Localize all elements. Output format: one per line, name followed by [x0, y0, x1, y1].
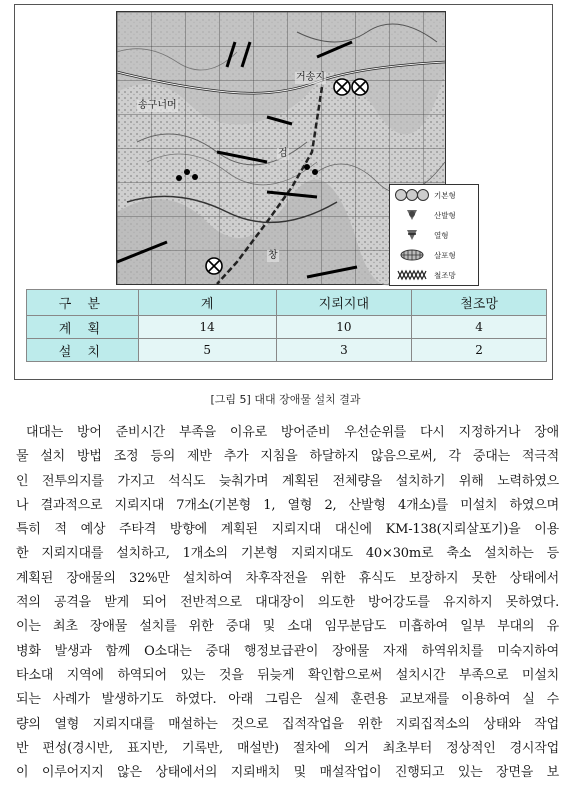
obstacle-summary-table: [26, 289, 547, 362]
text-line: 계획된 장애물의 32%만 설치하여 차후작전을 위한 휴식도 보장하지 못한 상태에서: [16, 570, 559, 586]
legend-item: [390, 245, 478, 265]
text-line: 반 편성(경시반, 표지반, 기록반, 매설반) 절차에 의거 최초부터 정상적인 경시작업: [16, 740, 559, 756]
topographic-map: [116, 11, 456, 285]
wire-entanglement-icon: [390, 266, 434, 284]
row-header: 설 치: [27, 339, 139, 362]
table-cell: 5: [138, 339, 276, 362]
table-row: [27, 339, 547, 362]
column-header: 계: [138, 290, 276, 316]
legend-label: 철조망: [434, 270, 456, 280]
map-label: 창: [268, 250, 278, 261]
text-line: 한 지뢰지대를 설치하고, 1개소의 기본형 지뢰지대도 40×30m로 축소 설치하는 등: [16, 546, 559, 562]
legend-item: [390, 185, 478, 205]
text-line: 대대는 방어 준비시간 부족을 이유로 방어준비 우선순위를 다시 지정하거나 장애: [26, 425, 559, 440]
table-cell: 10: [276, 316, 412, 339]
text-line: 나 결과적으로 지뢰지대 7개소(기본형 1, 열형 2, 산발형 4개소)를 미설치 하였으며: [16, 497, 559, 513]
text-line: 량의 열형 지뢰지대를 매설하는 것으로 집적작업을 위한 지뢰집적소의 상태와 작업: [16, 716, 559, 732]
table-cell: 2: [412, 339, 547, 362]
table-row: [27, 316, 547, 339]
table-cell: 14: [138, 316, 276, 339]
text-line: 이 이루어지지 않은 상태에서의 지뢰배치 및 매설작업이 진행되고 있는 장면을 보: [16, 765, 559, 781]
legend-item: [390, 225, 478, 245]
claymore-field-icon: [390, 246, 434, 264]
row-mine-field-icon: [390, 226, 434, 244]
body-paragraph: [16, 421, 559, 785]
column-header: 철조망: [412, 290, 547, 316]
legend-item: [390, 205, 478, 225]
legend-label: 산발형: [434, 210, 456, 220]
text-line: 인 전투의지를 가지고 석식도 늦춰가며 계획된 전체량을 설치하기 위해 노력하였으: [16, 473, 559, 489]
map-label: 송구너머: [138, 100, 177, 111]
text-line: 병화 발생과 함께 O소대는 중대 행정보급관이 장애물 자재 하역위치를 미숙지하여: [16, 643, 559, 659]
legend-label: 열형: [434, 230, 449, 240]
text-line: 이는 최초 장애물 설치를 위한 중대 및 소대 임무분담도 미흡하여 일부 부대의 유: [16, 619, 559, 635]
legend-label: 기본형: [434, 190, 456, 200]
table-cell: 4: [412, 316, 547, 339]
column-header: 지뢰지대: [276, 290, 412, 316]
row-header: 계 획: [27, 316, 139, 339]
table-header-row: [27, 290, 547, 316]
legend-label: 살포형: [434, 250, 456, 260]
map-legend: [389, 184, 479, 286]
map-label: 검: [278, 148, 288, 159]
map-label: 거송지: [296, 72, 325, 83]
column-header: 구 분: [27, 290, 139, 316]
table-cell: 3: [276, 339, 412, 362]
text-line: 적의 공격을 받게 되어 전반적으로 대대장이 의도한 방어강도를 유지하지 못하였다.: [16, 595, 559, 611]
legend-item: [390, 265, 478, 285]
scattered-mine-field-icon: [390, 206, 434, 224]
basic-mine-field-icon: [390, 186, 434, 204]
text-line: 물 설치 방법 조정 등의 제반 추가 지침을 하달하지 않음으로써, 각 중대는 적극적: [16, 449, 559, 465]
text-line: 특히 적 예상 주타격 방향에 계획된 지뢰지대 대신에 KM-138(지뢰살포기)을 이용: [16, 522, 559, 538]
text-line: 타소대 지역에 하역되어 있는 것을 뒤늦게 확인함으로써 설치시간 부족으로 미설치: [16, 667, 559, 683]
text-line: 되는 사례가 발생하기도 하였다. 아래 그림은 실제 훈련용 교보재를 이용하여 실 수: [16, 692, 559, 708]
figure-caption: [그림 5] 대대 장애물 설치 결과: [210, 393, 361, 406]
